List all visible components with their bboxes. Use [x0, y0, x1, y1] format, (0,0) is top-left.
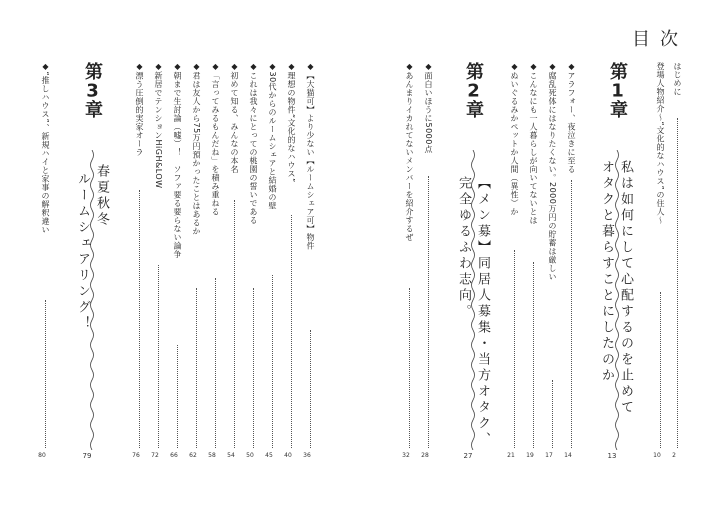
page-number: 50: [246, 452, 254, 459]
page-number: 19: [526, 452, 534, 459]
entry-list-item: ◆こんなにも一人暮らしが向いてないとは: [529, 62, 538, 225]
chapter-3-label: 第3章: [82, 62, 103, 120]
chapter-2-page: 27: [463, 452, 473, 460]
chapter-1-digit: 1: [611, 82, 624, 100]
page-number: 54: [227, 452, 235, 459]
leader-dots: [158, 265, 159, 448]
chapter-2-title-line2: 完全ゆるふわ志向。: [456, 176, 471, 320]
leader-dots: [571, 180, 572, 448]
entry-list-item: ◆漂う圧倒的実家オーラ: [135, 62, 144, 157]
leader-dots: [253, 288, 254, 448]
chapter-2-title-line1: 【メン募】同居人募集・当方オタク、: [475, 176, 490, 448]
chapter-2-label: 第2章: [463, 62, 484, 120]
chapter-1-label: 第1章: [607, 62, 628, 120]
page-number: 28: [421, 452, 429, 459]
entry-list-item: ◆30代からのルームシェアと結婚の壁: [268, 62, 277, 211]
leader-dots: [552, 380, 553, 448]
entry-list-item: ◆【大猫可】より少ない【ルームシェア可】物件: [306, 62, 315, 250]
chapter-1-page: 13: [607, 452, 617, 460]
entry-list-item: ◆「言ってみるもんだね」を積み重ねる: [211, 62, 220, 216]
leader-dots: [514, 250, 515, 448]
page-number: 45: [265, 452, 273, 459]
leader-dots: [272, 275, 273, 448]
leader-dots: [215, 278, 216, 448]
leader-dots: [139, 190, 140, 448]
chapter-3-digit: 3: [86, 82, 99, 100]
leader-dots: [234, 200, 235, 448]
entry-list-item: ◆腐乱死体にはなりたくない。2000万円の貯蓄は厳しい: [548, 62, 557, 281]
chapter-3-title-line1: 春夏秋冬: [94, 164, 109, 228]
page-number: 17: [545, 452, 553, 459]
page-number: 72: [151, 452, 159, 459]
leader-dots: [660, 292, 661, 448]
entry-intro: はじめに: [673, 62, 682, 96]
page-number: 66: [170, 452, 178, 459]
entry-list-item: ◆面白いほうに5000点: [424, 62, 433, 154]
page-number: 14: [564, 452, 572, 459]
page-number: 80: [38, 452, 46, 459]
entry-list-item: ◆アラフォー、夜泣きに至る: [567, 62, 576, 174]
page-number: 76: [132, 452, 140, 459]
toc-title: 目次: [632, 29, 688, 50]
page-number: 62: [189, 452, 197, 459]
entry-list-item: ◆ぬいぐるみかペットか人間（異性）か: [510, 62, 519, 216]
page-number: 21: [507, 452, 515, 459]
entry-list-item: ◆朝まで生討論（嘘）！ ソファ要る要らない論争: [173, 62, 182, 259]
leader-dots: [45, 300, 46, 448]
page-number: 2: [672, 452, 676, 459]
chapter-1-title-line1: 私は如何にして心配するのを止めて: [618, 160, 633, 416]
page-number: 32: [402, 452, 410, 459]
entry-characters: 登場人物紹介〜“文化的なハウス”の住人〜: [656, 62, 665, 225]
page-number: 58: [208, 452, 216, 459]
entry-list-item: ◆“推しハウス”、新規ハイと家事の解釈違い: [41, 62, 50, 234]
leader-dots: [196, 288, 197, 448]
leader-dots: [310, 330, 311, 448]
leader-dots: [677, 118, 678, 448]
leader-dots: [291, 215, 292, 448]
entry-list-item: ◆新居でテンションHiGH&LOW: [154, 62, 163, 189]
chapter-3-page: 79: [82, 452, 92, 460]
leader-dots: [428, 176, 429, 448]
chapter-2-digit: 2: [467, 82, 480, 100]
entry-list-item: ◆初めて知る、みんなの本名: [230, 62, 239, 174]
entry-list-item: ◆理想の物件“文化的なハウス”: [287, 62, 296, 183]
chapter-3-title-line2: ルームシェアリング！: [75, 172, 90, 332]
entry-list-item: ◆これは我々にとっての桃園の誓いである: [249, 62, 258, 225]
page-number: 36: [303, 452, 311, 459]
chapter-1-title-line2: オタクと暮らすことにしたのか: [599, 160, 614, 384]
entry-list-item: ◆あんまりイカれてないメンバーを紹介するぜ: [405, 62, 414, 242]
leader-dots: [177, 345, 178, 448]
leader-dots: [409, 288, 410, 448]
page-number: 10: [653, 452, 661, 459]
leader-dots: [533, 262, 534, 448]
page-number: 40: [284, 452, 292, 459]
entry-list-item: ◆君は友人から75万円預かったことはあるか: [192, 62, 201, 236]
